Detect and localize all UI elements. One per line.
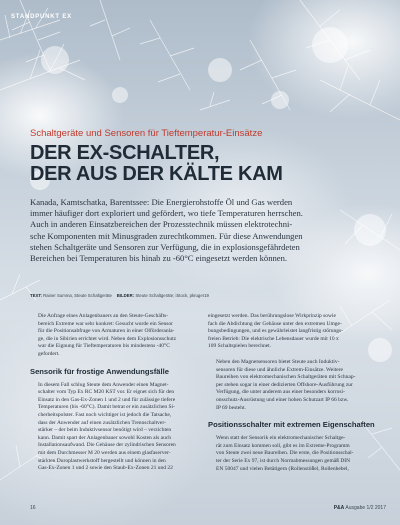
body-paragraph xyxy=(208,359,373,412)
body-line: war die Eignung für Tieftemperaturen bis mindestens -40°C xyxy=(38,343,170,350)
intro-line: Bereichen bei Temperaturen bis hinab zu -60°C eingesetzt werden können. xyxy=(30,253,288,264)
magazine-footer xyxy=(334,505,386,511)
article-credits xyxy=(30,293,375,298)
body-line: schalter vom Typ Ex RC M20 KST vor. Er eignet sich für den xyxy=(38,389,175,396)
right-column xyxy=(208,313,373,473)
body-line: Einsatz in den Gas-Ex-Zonen 1 und 2 und für zulässige tiefere xyxy=(38,396,176,403)
section-heading: Positionsschalter mit extremen Eigenschaften xyxy=(208,420,375,430)
body-line: von Steute zwei neue Baureihen. Die erste, die Positionsschal- xyxy=(216,450,354,457)
article-headline xyxy=(30,143,370,185)
body-line: stärker – der beim Induktivsensor benötigt wird – verzichten xyxy=(38,427,172,434)
intro-line: Auch in anderen Einsatzbereichen der Prozesstechnik müssen elektrotechni- xyxy=(30,219,293,230)
intro-line: sche Komponenten mit Minusgraden zurechtkommen. Für diese Anwendungen xyxy=(30,230,303,241)
body-line: sensoren für diese und ähnliche Extrem-Einsätze. Weitere xyxy=(216,366,343,373)
left-column xyxy=(30,313,195,473)
body-line: eingesetzt werden. Das berührungslose Wirkprinzip sowie xyxy=(208,313,336,319)
body-line: Installationsaufwand. Die Gehäuse der zylindrischen Sensoren xyxy=(38,442,176,449)
body-line: In diesem Fall schlug Steute dem Anwender einen Magnet- xyxy=(38,381,169,388)
headline-line-2: DER AUS DER KÄLTE KAM xyxy=(30,163,283,185)
magazine-name: P&A xyxy=(333,505,345,511)
body-paragraph xyxy=(30,313,195,359)
article-intro xyxy=(30,197,375,264)
credit-text-label: TEXT: xyxy=(30,293,42,298)
intro-line: immer häufiger dort exploriert und gefördert, wo tiefe Temperaturen herrschen. xyxy=(30,208,303,219)
body-line: bereich Extreme war sehr konkret: Gesucht wurde ein Sensor xyxy=(38,320,174,327)
body-line: Baureihen von elektromechanischen Schaltgeräten mit Schnap- xyxy=(216,374,356,381)
body-line: ter der Serie Ex 97, ist durch Normabmessungen gemäß DIN xyxy=(216,457,351,464)
body-line: 109 Schaltspielen berechnet. xyxy=(208,343,272,350)
body-line: für die Positionsabfrage von Armaturen in einer Ölförderanla- xyxy=(38,328,175,335)
body-line: Temperaturen (bis -60°C). Damit betrat er ein zusätzlichen Si- xyxy=(38,404,175,411)
body-columns xyxy=(30,313,375,503)
body-line: Die Anfrage eines Anlagenbauers an den Steute-Geschäfts- xyxy=(38,313,169,319)
body-line: kann. Damit spart der Anlagenbauer sowohl Kosten als auch xyxy=(38,434,172,441)
magazine-issue: Ausgabe 1/2 2017 xyxy=(345,505,386,511)
credit-images-value: Steute Schaltgeräte; iStock, pkruger19 xyxy=(135,293,209,298)
body-line: fach die Abdichtung der Gehäuse unter den extremen Umge- xyxy=(208,320,342,327)
body-line: EN 50047 und vielen Betätigern (Rollenstößel, Rollenhebel, xyxy=(216,465,349,472)
section-label: STANDPUNKT EX xyxy=(11,14,72,20)
body-line: bungsbedingungen, und es gewährleistet langfristig störungs- xyxy=(208,328,344,335)
body-line: per stehen sogar in einer dedizierten Offshore-Ausführung zur xyxy=(216,381,353,388)
body-line: Verfügung, die unter anderem aus einer besonders korrosi- xyxy=(216,389,345,396)
body-paragraph xyxy=(208,313,373,351)
body-line: rät zum Einsatz kommen soll, gibt es im Extreme-Programm xyxy=(216,442,350,449)
body-paragraph xyxy=(30,382,195,473)
body-line: dass der Anwender auf einen zusätzlichen Trennschaltver- xyxy=(38,419,166,426)
body-line: ge, die in Sibirien errichtet wird. Neben dem Explosionsschutz xyxy=(38,335,177,342)
section-heading: Sensorik für frostige Anwendungsfälle xyxy=(30,366,169,376)
body-line: stärkten Duroplastwerkstoff hergestellt und können in den xyxy=(38,457,166,464)
credit-text-value: Rainer Summa, Steute Schaltgeräte xyxy=(43,293,112,298)
body-line: IP 69 besteht. xyxy=(216,404,246,411)
intro-line: stehen Schaltgeräte und Sensoren zur Verfügung, die in explosionsgefährdeten xyxy=(30,241,300,252)
body-paragraph xyxy=(208,435,373,473)
body-line: mit dem Durchmesser M 20 werden aus einem glasfaserver- xyxy=(38,449,171,456)
body-line: Wenn statt der Sensorik ein elektromechanischer Schaltge- xyxy=(216,435,346,442)
body-line: onsschutz-Ausrüstung und einer hohen Schutzart IP 66 bzw. xyxy=(216,396,349,403)
page-number: 16 xyxy=(30,505,36,511)
intro-line: Kanada, Kamtschatka, Barentssee: Die Energierohstoffe Öl und Gas werden xyxy=(30,197,293,207)
body-line: Gas-Ex-Zonen 1 und 2 sowie den Staub-Ex-Zonen 21 und 22 xyxy=(38,465,173,472)
headline-line-1: DER EX-SCHALTER, xyxy=(30,142,220,164)
body-line: gefordert. xyxy=(38,350,60,357)
body-line: freien Betrieb: Die elektrische Lebensdauer wurde mit 10 x xyxy=(208,335,339,342)
article-kicker: Schaltgeräte und Sensoren für Tieftemperatur-Einsätze xyxy=(30,128,263,139)
body-line: Neben den Magnetsensoren bietet Steute auch Induktiv- xyxy=(216,358,340,365)
credit-images-label: BILDER: xyxy=(116,293,135,298)
body-line: cherheitspolster. Fast noch wichtiger ist jedoch die Tatsache, xyxy=(38,411,172,418)
